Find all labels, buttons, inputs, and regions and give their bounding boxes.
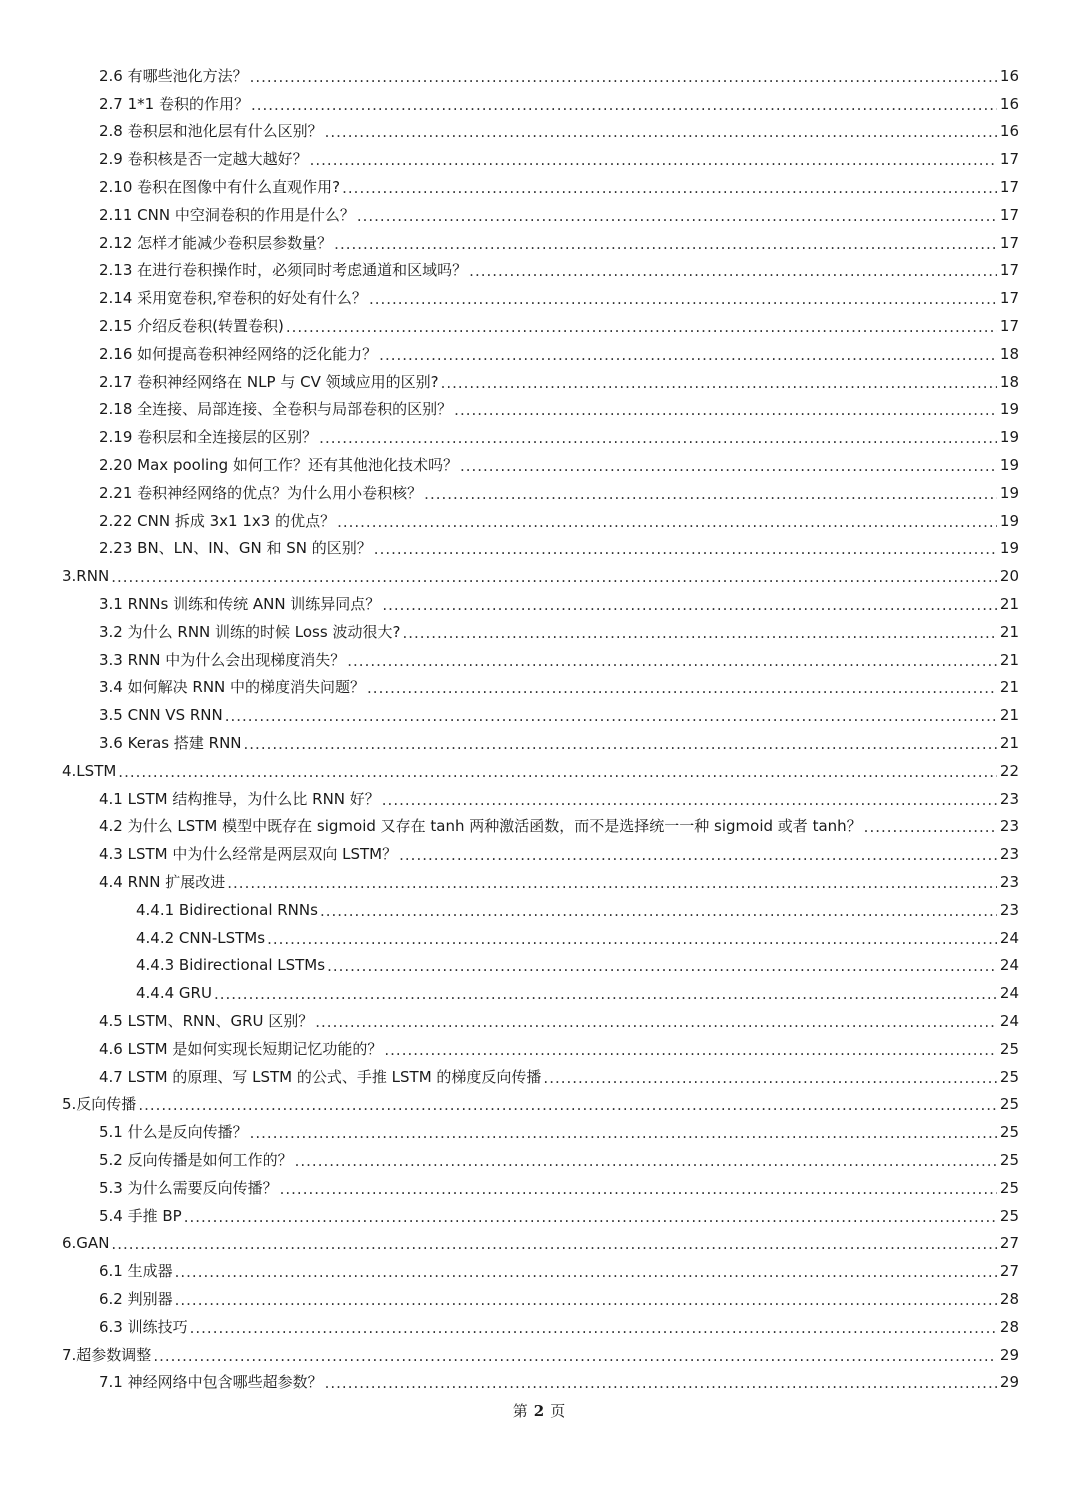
toc-entry-page-number: 23 (999, 900, 1019, 919)
toc-entry[interactable] (0, 284, 1078, 312)
dot-leader (175, 1263, 997, 1281)
toc-entry-title: 2.10 卷积在图像中有什么直观作用? (99, 178, 341, 197)
toc-entry-title: 5.2 反向传播是如何工作的？ (99, 1150, 293, 1169)
toc-entry-title: 4.4.4 GRU (136, 984, 212, 1003)
toc-entry-page-number: 17 (999, 205, 1019, 224)
toc-entry-title: 3.4 如何解决 RNN 中的梯度消失问题？ (99, 678, 366, 697)
toc-entry[interactable] (0, 757, 1078, 785)
toc-entry[interactable] (0, 340, 1078, 368)
toc-entry-page-number: 16 (999, 122, 1019, 141)
dot-leader (320, 902, 997, 920)
toc-entry-title: 5.3 为什么需要反向传播？ (99, 1178, 278, 1197)
dot-leader (399, 846, 997, 864)
toc-entry[interactable] (0, 535, 1078, 563)
dot-leader (460, 457, 997, 475)
toc-entry-title: 4.LSTM (62, 761, 117, 780)
dot-leader (864, 818, 997, 836)
toc-entry-page-number: 25 (999, 1178, 1019, 1197)
dot-leader (402, 624, 997, 642)
toc-entry-page-number: 23 (999, 817, 1019, 836)
dot-leader (184, 1208, 997, 1226)
toc-entry-page-number: 20 (999, 567, 1019, 586)
toc-entry-page-number: 19 (999, 539, 1019, 558)
dot-leader (310, 151, 997, 169)
toc-entry[interactable] (0, 618, 1078, 646)
toc-entry[interactable] (0, 1007, 1078, 1035)
toc-entry[interactable] (0, 423, 1078, 451)
toc-entry[interactable] (0, 368, 1078, 396)
dot-leader (190, 1319, 997, 1337)
toc-entry-page-number: 19 (999, 428, 1019, 447)
dot-leader (369, 290, 997, 308)
toc-entry[interactable] (0, 145, 1078, 173)
dot-leader (347, 652, 997, 670)
toc-entry[interactable] (0, 396, 1078, 424)
dot-leader (286, 318, 997, 336)
toc-entry-page-number: 27 (999, 1234, 1019, 1253)
dot-leader (295, 1152, 997, 1170)
toc-entry-title: 3.6 Keras 搭建 RNN (99, 734, 242, 753)
dot-leader (367, 679, 997, 697)
toc-entry[interactable] (0, 173, 1078, 201)
toc-entry-title: 2.11 CNN 中空洞卷积的作用是什么？ (99, 205, 355, 224)
toc-entry-title: 6.2 判别器 (99, 1289, 173, 1308)
toc-entry-page-number: 18 (999, 372, 1019, 391)
dot-leader (111, 568, 997, 586)
toc-entry-title: 2.18 全连接、局部连接、全卷积与局部卷积的区别？ (99, 400, 453, 419)
toc-entry[interactable] (0, 840, 1078, 868)
toc-entry-page-number: 19 (999, 400, 1019, 419)
toc-entry-page-number: 23 (999, 845, 1019, 864)
toc-entry-title: 4.4.2 CNN-LSTMs (136, 928, 266, 947)
toc-entry-page-number: 19 (999, 483, 1019, 502)
footer-prefix: 第 (512, 1402, 528, 1420)
toc-entry-title: 2.8 卷积层和池化层有什么区别？ (99, 122, 323, 141)
toc-entry[interactable] (0, 674, 1078, 702)
toc-entry-page-number: 25 (999, 1067, 1019, 1086)
toc-entry-page-number: 25 (999, 1206, 1019, 1225)
toc-entry-title: 3.2 为什么 RNN 训练的时候 Loss 波动很大? (99, 622, 401, 641)
toc-entry-title: 3.5 CNN VS RNN (99, 706, 223, 725)
dot-leader (250, 1124, 997, 1142)
dot-leader (280, 1180, 997, 1198)
toc-entry[interactable] (0, 479, 1078, 507)
toc-entry-title: 2.6 有哪些池化方法？ (99, 66, 248, 85)
toc-entry[interactable] (0, 924, 1078, 952)
toc-entry-title: 4.6 LSTM 是如何实现长短期记忆功能的？ (99, 1039, 383, 1058)
toc-entry[interactable] (0, 701, 1078, 729)
dot-leader (327, 957, 997, 975)
toc-entry[interactable] (0, 896, 1078, 924)
toc-entry-title: 3.1 RNNs 训练和传统 ANN 训练异同点？ (99, 595, 381, 614)
toc-entry-page-number: 22 (999, 761, 1019, 780)
toc-entry-page-number: 24 (999, 1011, 1019, 1030)
toc-entry[interactable] (0, 979, 1078, 1007)
toc-entry-page-number: 24 (999, 956, 1019, 975)
toc-entry-title: 6.1 生成器 (99, 1262, 173, 1281)
toc-entry-page-number: 28 (999, 1317, 1019, 1336)
toc-entry-page-number: 25 (999, 1150, 1019, 1169)
toc-entry-title: 2.21 卷积神经网络的优点？为什么用小卷积核？ (99, 483, 423, 502)
dot-leader (250, 68, 997, 86)
toc-entry[interactable] (0, 1368, 1078, 1396)
dot-leader (357, 207, 997, 225)
dot-leader (424, 485, 997, 503)
toc-entry[interactable] (0, 590, 1078, 618)
toc-entry-page-number: 19 (999, 456, 1019, 475)
toc-entry[interactable] (0, 646, 1078, 674)
dot-leader (382, 791, 997, 809)
toc-entry-page-number: 24 (999, 928, 1019, 947)
toc-entry-title: 7.1 神经网络中包含哪些超参数？ (99, 1373, 323, 1392)
toc-entry-page-number: 23 (999, 873, 1019, 891)
toc-entry-page-number: 21 (999, 595, 1019, 614)
toc-entry-title: 2.19 卷积层和全连接层的区别？ (99, 428, 318, 447)
toc-entry[interactable] (0, 1118, 1078, 1146)
toc-entry[interactable] (0, 952, 1078, 980)
toc-entry[interactable] (0, 1313, 1078, 1341)
toc-entry-title: 2.16 如何提高卷积神经网络的泛化能力？ (99, 344, 378, 363)
toc-entry-title: 2.7 1*1 卷积的作用？ (99, 94, 249, 113)
dot-leader (267, 930, 997, 948)
toc-entry-page-number: 21 (999, 706, 1019, 725)
toc-entry-page-number: 21 (999, 622, 1019, 641)
toc-entry[interactable] (0, 257, 1078, 285)
toc-entry-title: 5.1 什么是反向传播？ (99, 1123, 248, 1142)
toc-entry-title: 7.超参数调整 (62, 1345, 152, 1364)
dot-leader (374, 540, 997, 558)
toc-entry-page-number: 25 (999, 1039, 1019, 1058)
page-footer (0, 1400, 1078, 1421)
toc-entry[interactable] (0, 1202, 1078, 1230)
toc-entry-page-number: 24 (999, 984, 1019, 1003)
toc-entry-title: 2.20 Max pooling 如何工作？还有其他池化技术吗？ (99, 456, 458, 475)
toc-entry-title: 3.3 RNN 中为什么会出现梯度消失？ (99, 650, 346, 669)
toc-entry[interactable] (0, 451, 1078, 479)
dot-leader (227, 874, 997, 892)
toc-entry[interactable] (0, 229, 1078, 257)
toc-entry-title: 2.13 在进行卷积操作时，必须同时考虑通道和区域吗？ (99, 261, 468, 280)
toc-entry-title: 2.12 怎样才能减少卷积层参数量？ (99, 233, 333, 252)
toc-entry[interactable] (0, 507, 1078, 535)
dot-leader (251, 96, 997, 114)
dot-leader (441, 374, 997, 392)
dot-leader (225, 707, 997, 725)
toc-entry[interactable] (0, 1090, 1078, 1118)
toc-entry[interactable] (0, 201, 1078, 229)
dot-leader (111, 1235, 997, 1253)
dot-leader (214, 985, 997, 1003)
toc-entry-title: 5.反向传播 (62, 1095, 137, 1114)
toc-entry[interactable] (0, 785, 1078, 813)
toc-entry-page-number: 29 (999, 1373, 1019, 1392)
toc-entry[interactable] (0, 868, 1078, 896)
toc-entry-title: 4.2 为什么 LSTM 模型中既存在 sigmoid 又存在 tanh 两种激活函数，而不是选择统一一种 sigmoid 或者 tanh？ (99, 817, 862, 836)
toc-entry-page-number: 29 (999, 1345, 1019, 1364)
footer-page-number: 2 (533, 1402, 545, 1420)
toc-entry-page-number: 25 (999, 1123, 1019, 1142)
toc-entry-title: 2.14 采用宽卷积,窄卷积的好处有什么？ (99, 289, 367, 308)
dot-leader (379, 346, 997, 364)
table-of-contents (0, 62, 1078, 1396)
dot-leader (342, 179, 997, 197)
toc-entry-page-number: 17 (999, 150, 1019, 169)
toc-entry-title: 2.9 卷积核是否一定越大越好？ (99, 150, 308, 169)
dot-leader (153, 1347, 997, 1365)
dot-leader (337, 513, 997, 531)
toc-entry-title: 5.4 手推 BP (99, 1206, 182, 1225)
toc-entry[interactable] (0, 62, 1078, 90)
toc-entry[interactable] (0, 312, 1078, 340)
dot-leader (325, 1374, 997, 1392)
toc-entry-title: 2.15 介绍反卷积(转置卷积) (99, 317, 284, 336)
toc-entry[interactable] (0, 1285, 1078, 1313)
toc-entry-title: 4.7 LSTM 的原理、写 LSTM 的公式、手推 LSTM 的梯度反向传播 (99, 1067, 542, 1086)
toc-entry[interactable] (0, 118, 1078, 146)
dot-leader (334, 235, 997, 253)
toc-entry-page-number: 16 (999, 94, 1019, 113)
toc-entry[interactable] (0, 90, 1078, 118)
toc-entry-page-number: 16 (999, 66, 1019, 85)
toc-entry[interactable] (0, 1146, 1078, 1174)
toc-entry-page-number: 17 (999, 289, 1019, 308)
toc-entry-title: 4.5 LSTM、RNN、GRU 区别？ (99, 1011, 314, 1030)
toc-entry[interactable] (0, 813, 1078, 841)
toc-entry[interactable] (0, 1063, 1078, 1091)
toc-entry-title: 4.4.3 Bidirectional LSTMs (136, 956, 326, 975)
toc-entry-title: 2.22 CNN 拆成 3x1 1x3 的优点？ (99, 511, 336, 530)
toc-entry-title: 4.4.1 Bidirectional RNNs (136, 900, 318, 919)
toc-entry[interactable] (0, 1229, 1078, 1257)
footer-suffix: 页 (550, 1402, 566, 1420)
toc-entry[interactable] (0, 562, 1078, 590)
toc-entry-title: 4.1 LSTM 结构推导，为什么比 RNN 好？ (99, 789, 380, 808)
dot-leader (325, 123, 997, 141)
dot-leader (319, 429, 997, 447)
dot-leader (382, 596, 997, 614)
toc-entry-page-number: 21 (999, 650, 1019, 669)
toc-entry-page-number: 17 (999, 178, 1019, 197)
toc-entry-title: 4.3 LSTM 中为什么经常是两层双向 LSTM？ (99, 845, 398, 864)
toc-entry-title: 2.23 BN、LN、IN、GN 和 SN 的区别？ (99, 539, 372, 558)
dot-leader (118, 763, 997, 781)
toc-entry-title: 3.RNN (62, 567, 110, 586)
toc-entry-page-number: 21 (999, 678, 1019, 697)
toc-entry-page-number: 28 (999, 1289, 1019, 1308)
dot-leader (315, 1013, 997, 1031)
toc-entry-page-number: 17 (999, 261, 1019, 280)
toc-entry-page-number: 19 (999, 511, 1019, 530)
dot-leader (384, 1041, 997, 1059)
toc-entry-title: 4.4 RNN 扩展改进 (99, 873, 226, 891)
toc-entry-page-number: 17 (999, 233, 1019, 252)
dot-leader (543, 1069, 997, 1087)
dot-leader (469, 262, 997, 280)
toc-entry-title: 6.GAN (62, 1234, 110, 1253)
toc-entry[interactable] (0, 729, 1078, 757)
toc-entry-title: 6.3 训练技巧 (99, 1317, 188, 1336)
toc-entry-page-number: 25 (999, 1095, 1019, 1114)
toc-entry[interactable] (0, 1257, 1078, 1285)
toc-entry-page-number: 18 (999, 344, 1019, 363)
toc-entry-page-number: 17 (999, 317, 1019, 336)
dot-leader (244, 735, 997, 753)
toc-entry-page-number: 23 (999, 789, 1019, 808)
toc-entry[interactable] (0, 1035, 1078, 1063)
toc-entry[interactable] (0, 1341, 1078, 1369)
dot-leader (454, 401, 997, 419)
dot-leader (175, 1291, 997, 1309)
toc-entry-page-number: 27 (999, 1262, 1019, 1281)
toc-entry-page-number: 21 (999, 734, 1019, 753)
dot-leader (138, 1096, 997, 1114)
toc-entry-title: 2.17 卷积神经网络在 NLP 与 CV 领域应用的区别? (99, 372, 439, 391)
toc-entry[interactable] (0, 1174, 1078, 1202)
